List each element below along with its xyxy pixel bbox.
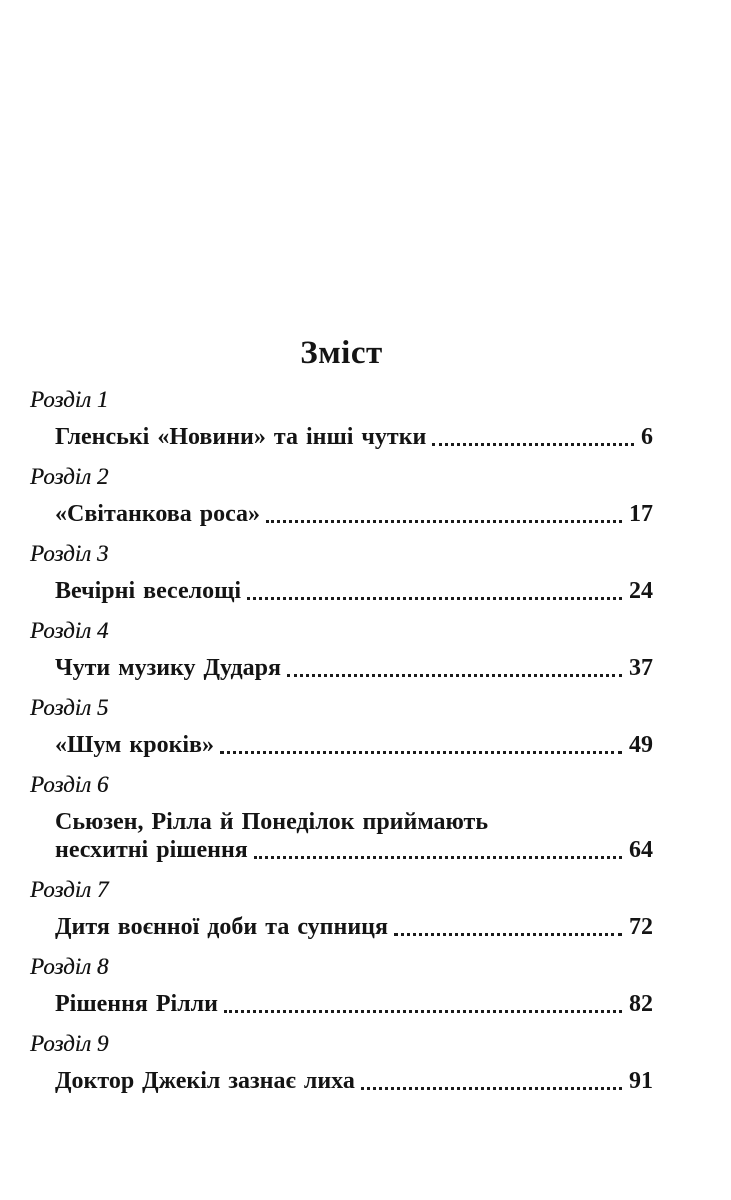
page-number: 17 [629,501,653,527]
chapter-heading: Розділ 3 [30,541,109,566]
chapter-title: Дитя воєнної доби та супниця [55,914,388,940]
chapter-title-line-1: Сьюзен, Рілла й Понеділок приймають [55,809,489,835]
toc-chapter [30,618,653,682]
toc-chapter [30,954,653,1018]
chapter-title: Вечірні веселощі [55,578,242,604]
chapter-heading: Розділ 2 [30,464,109,489]
chapter-title: Доктор Джекіл зазнає лиха [55,1068,355,1094]
chapter-title-line-2: несхитні рішення [55,837,248,863]
chapter-entry [30,913,653,941]
page-number: 72 [629,914,653,940]
page-number: 49 [629,732,653,758]
page-number: 91 [629,1068,653,1094]
chapter-entry [30,1067,653,1095]
toc-chapter [30,1031,653,1095]
chapter-entry [30,836,653,864]
page-number: 64 [629,837,653,863]
toc-chapter [30,877,653,941]
dot-leader [224,985,622,1013]
toc-chapter [30,772,653,864]
toc-chapter [30,541,653,605]
chapter-entry [30,500,653,528]
dot-leader [287,649,622,677]
chapter-heading: Розділ 4 [30,618,109,643]
page-number: 6 [641,424,653,450]
chapter-heading: Розділ 8 [30,954,109,979]
chapter-title: Рішення Рілли [55,991,218,1017]
chapter-title: Чути музику Дударя [55,655,282,681]
chapter-heading: Розділ 9 [30,1031,109,1056]
dot-leader [266,495,622,523]
toc-chapter [30,387,653,451]
dot-leader [394,908,622,936]
page-title: Зміст [300,335,383,371]
chapter-heading: Розділ 5 [30,695,109,720]
chapter-heading: Розділ 1 [30,387,109,412]
chapter-entry [30,577,653,605]
page-number: 82 [629,991,653,1017]
chapter-entry [30,654,653,682]
dot-leader [247,572,622,600]
chapter-entry [30,423,653,451]
chapter-entry [30,731,653,759]
dot-leader [432,418,634,446]
chapter-entry [30,990,653,1018]
chapter-heading: Розділ 6 [30,772,109,797]
page-number: 37 [629,655,653,681]
toc-chapter [30,464,653,528]
chapter-title: Гленські «Новини» та інші чутки [55,424,427,450]
chapter-title: «Шум кроків» [55,732,215,758]
page-number: 24 [629,578,653,604]
toc-chapter [30,695,653,759]
chapter-title: «Світанкова роса» [55,501,261,527]
dot-leader [361,1062,622,1090]
dot-leader [254,831,622,859]
dot-leader [220,726,622,754]
chapter-heading: Розділ 7 [30,877,109,902]
